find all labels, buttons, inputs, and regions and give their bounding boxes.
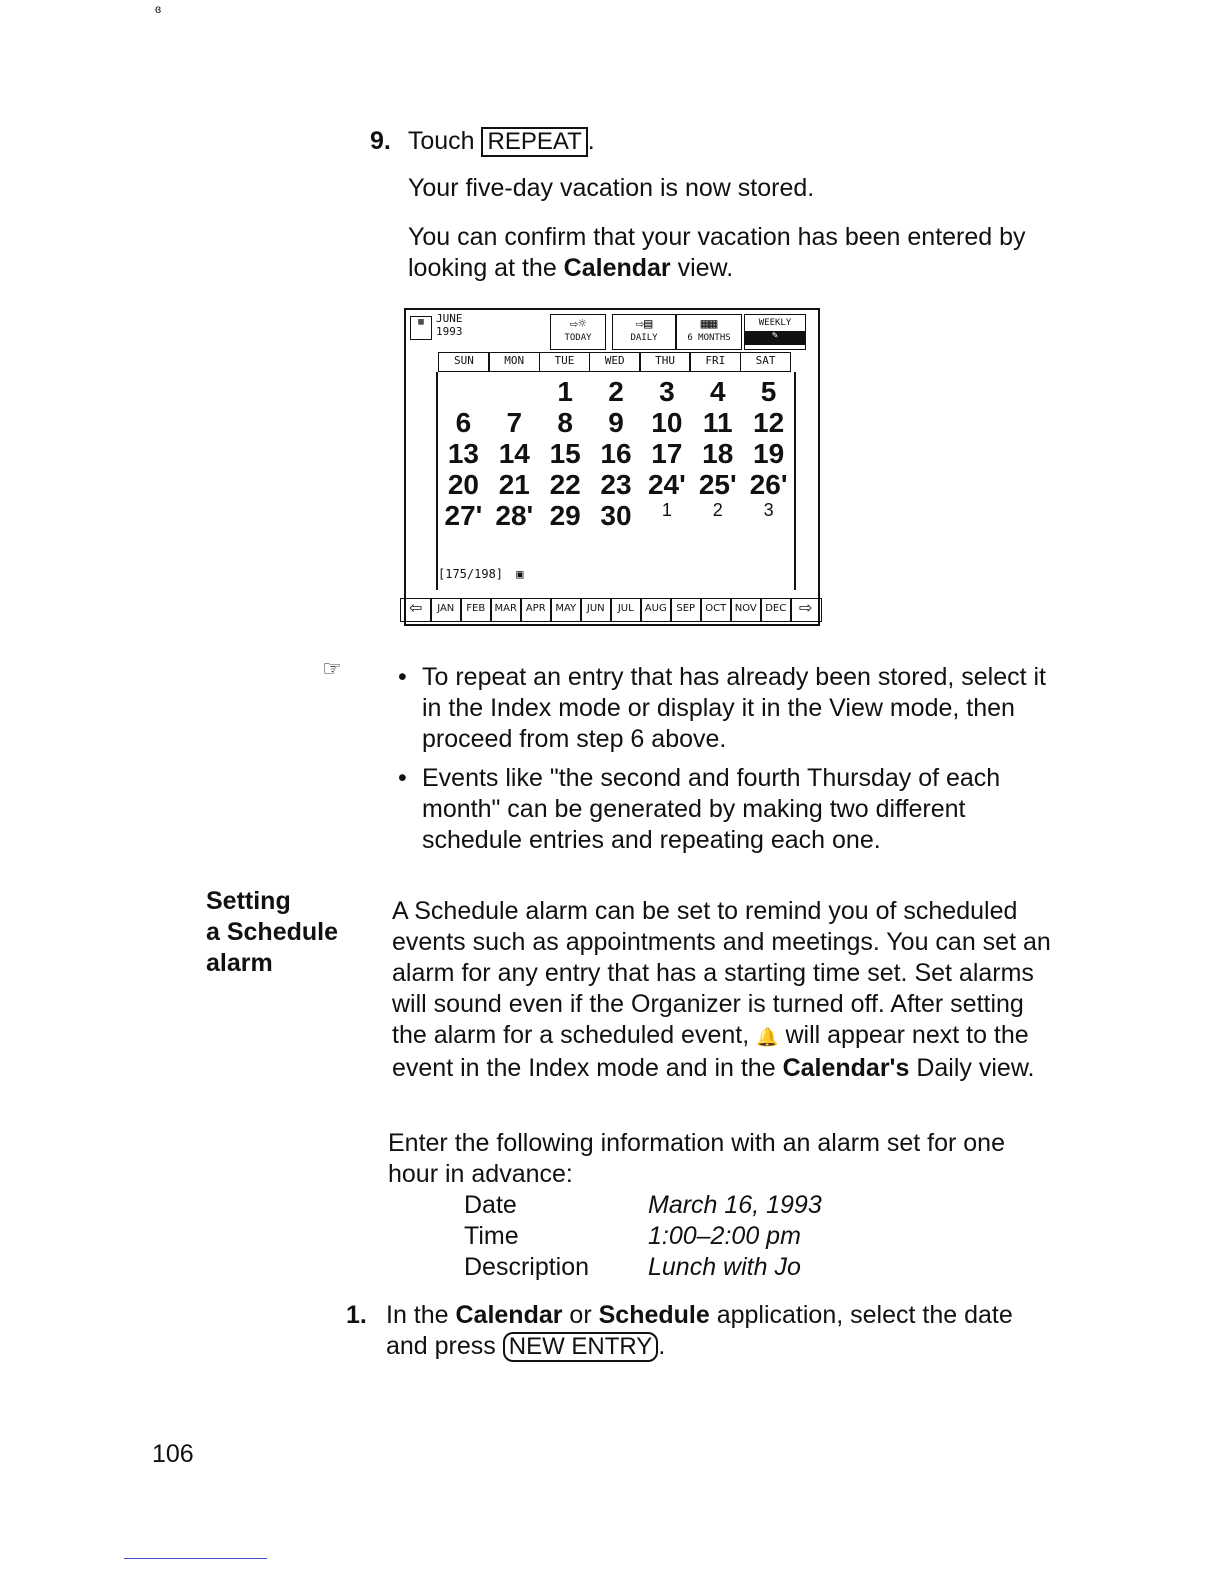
day-cell: 9 bbox=[608, 407, 624, 438]
corner-mark: ɞ bbox=[155, 2, 162, 16]
month-tab: JUL bbox=[610, 598, 642, 622]
weekly-label: WEEKLY bbox=[758, 318, 792, 328]
alarm-text-3: Daily view. bbox=[909, 1054, 1035, 1082]
day-cell: 26' bbox=[749, 469, 788, 500]
calendar-screenshot bbox=[404, 308, 820, 626]
day-cell: 5 bbox=[760, 376, 777, 407]
next-month-arrow-icon: ⇨ bbox=[790, 598, 822, 622]
info-label: Time bbox=[464, 1222, 519, 1250]
month-tab: MAR bbox=[490, 598, 522, 622]
step-9-result: Your five-day vacation is now stored. bbox=[408, 174, 815, 202]
calendar-toolbar bbox=[406, 310, 818, 352]
month-tab: MAY bbox=[550, 598, 582, 622]
month-tab: SEP bbox=[670, 598, 702, 622]
day-cell: 14 bbox=[498, 438, 530, 469]
info-table bbox=[464, 1190, 884, 1283]
bullet-item: • To repeat an entry that has already been stored, select it in the Index mode or display it in the View mode, then proceed from step 6 above. bbox=[398, 662, 1068, 755]
day-cell: 24' bbox=[647, 469, 686, 500]
month-tab: JUN bbox=[580, 598, 612, 622]
info-value: March 16, 1993 bbox=[648, 1191, 822, 1219]
bullet-item: • Events like "the second and fourth Thursday of each month" can be generated by making two different schedule entries and repeating each one. bbox=[398, 763, 1068, 856]
day-cell: 20 bbox=[447, 469, 479, 500]
day-cell: 12 bbox=[753, 407, 785, 438]
week-row bbox=[438, 407, 794, 439]
day-cell: 21 bbox=[498, 469, 530, 500]
day-cell bbox=[489, 376, 540, 408]
week-row bbox=[438, 376, 794, 408]
step-1-t3: application, select the date and press bbox=[386, 1301, 1013, 1360]
six-months-button bbox=[676, 314, 742, 350]
day-name: WED bbox=[589, 352, 641, 372]
weekly-button bbox=[744, 314, 806, 350]
bell-icon: 🔔 bbox=[756, 1027, 779, 1047]
six-months-label: 6 MONTHS bbox=[687, 333, 731, 343]
calendar-month: JUNE bbox=[436, 312, 463, 325]
day-cell: 18 bbox=[702, 438, 734, 469]
month-tab: AUG bbox=[640, 598, 672, 622]
day-cell: 2 bbox=[712, 500, 723, 520]
calendar-year: 1993 bbox=[436, 325, 463, 338]
month-tab: APR bbox=[520, 598, 552, 622]
info-label: Description bbox=[464, 1253, 590, 1281]
step-number: 9. bbox=[370, 127, 391, 155]
months-grid-icon: ▦▦ bbox=[700, 316, 718, 332]
daily-icon: ⇨▤ bbox=[635, 316, 653, 332]
bullet-list bbox=[398, 662, 1068, 864]
entry-counter bbox=[438, 567, 524, 581]
side-heading bbox=[206, 886, 366, 979]
day-cell: 8 bbox=[557, 407, 573, 438]
day-cell: 27' bbox=[444, 500, 483, 531]
month-tabs bbox=[400, 598, 820, 622]
month-tab: OCT bbox=[700, 598, 732, 622]
info-row bbox=[464, 1221, 884, 1252]
step-1-schedule: Schedule bbox=[598, 1301, 710, 1329]
month-tab: FEB bbox=[460, 598, 492, 622]
day-cell: 22 bbox=[549, 469, 581, 500]
note-icon: ☞ bbox=[322, 656, 342, 681]
step-9 bbox=[370, 126, 1070, 157]
enter-paragraph: Enter the following information with an alarm set for one hour in advance: bbox=[388, 1129, 1005, 1188]
day-cell bbox=[438, 376, 489, 408]
day-cell: 17 bbox=[651, 438, 683, 469]
step-9-confirm bbox=[408, 222, 1068, 284]
alarm-paragraph bbox=[392, 896, 1060, 1084]
day-cell: 11 bbox=[702, 407, 733, 438]
info-label: Date bbox=[464, 1191, 517, 1219]
day-cell: 2 bbox=[608, 376, 624, 407]
side-heading-line-2: a Schedule bbox=[206, 918, 338, 946]
info-value: Lunch with Jo bbox=[648, 1253, 801, 1281]
week-row bbox=[438, 500, 794, 532]
info-row bbox=[464, 1190, 884, 1221]
step-1-text bbox=[386, 1300, 1056, 1362]
day-names-row bbox=[438, 352, 790, 372]
calendar-term: Calendar bbox=[563, 254, 671, 282]
calendar-app-icon: ▦ bbox=[410, 316, 432, 340]
side-heading-line-3: alarm bbox=[206, 949, 273, 977]
step-1-t1: In the bbox=[386, 1301, 456, 1329]
week-row bbox=[438, 438, 794, 470]
step-1-calendar: Calendar bbox=[455, 1301, 563, 1329]
step-touch-text: Touch bbox=[407, 127, 475, 155]
calendar-month-year bbox=[436, 312, 463, 338]
info-value: 1:00–2:00 pm bbox=[648, 1222, 801, 1250]
step-1 bbox=[346, 1300, 1056, 1362]
day-cell: 3 bbox=[763, 500, 774, 520]
day-cell: 16 bbox=[600, 438, 632, 469]
week-row bbox=[438, 469, 794, 501]
memory-icon: ▣ bbox=[516, 567, 524, 581]
day-cell: 13 bbox=[447, 438, 479, 469]
daily-button bbox=[612, 314, 676, 350]
today-label: TODAY bbox=[564, 333, 592, 343]
prev-month-arrow-icon: ⇦ bbox=[400, 598, 432, 622]
info-row bbox=[464, 1252, 884, 1283]
calendars-term: Calendar's bbox=[782, 1054, 910, 1082]
repeat-key: REPEAT bbox=[481, 127, 587, 157]
alarm-text-2: will appear next to the event in the Index mode and in the bbox=[392, 1021, 1029, 1082]
sun-icon: ⇨☼ bbox=[569, 316, 587, 332]
day-cell: 1 bbox=[661, 500, 672, 520]
calendar-grid bbox=[436, 372, 796, 590]
step-1-t4: . bbox=[658, 1332, 666, 1360]
daily-label: DAILY bbox=[630, 333, 658, 343]
day-cell: 1 bbox=[557, 376, 573, 407]
month-tab: JAN bbox=[430, 598, 462, 622]
day-cell: 28' bbox=[495, 500, 534, 531]
day-name: MON bbox=[488, 352, 540, 372]
day-cell: 29 bbox=[549, 500, 581, 531]
day-cell: 4 bbox=[709, 376, 726, 407]
page-number: 106 bbox=[152, 1440, 194, 1468]
day-cell: 10 bbox=[651, 407, 683, 438]
today-button bbox=[550, 314, 606, 350]
step-1-t2: or bbox=[562, 1301, 599, 1329]
pen-icon: ✎ bbox=[745, 331, 805, 345]
day-name: FRI bbox=[689, 352, 741, 372]
month-tab: NOV bbox=[730, 598, 762, 622]
new-entry-key: NEW ENTRY bbox=[503, 1332, 659, 1362]
day-name: TUE bbox=[539, 352, 591, 372]
confirm-text: You can confirm that your vacation has been entered by looking at the bbox=[408, 223, 1026, 282]
counter-text: [175/198] bbox=[438, 567, 504, 581]
step-1-number: 1. bbox=[346, 1301, 367, 1329]
day-name: SUN bbox=[438, 352, 490, 372]
side-heading-line-1: Setting bbox=[206, 887, 291, 915]
day-cell: 3 bbox=[659, 376, 675, 407]
step-period: . bbox=[587, 127, 595, 155]
day-name: THU bbox=[639, 352, 691, 372]
month-tab: DEC bbox=[760, 598, 792, 622]
day-cell: 15 bbox=[549, 438, 581, 469]
day-cell: 25' bbox=[698, 469, 737, 500]
day-cell: 7 bbox=[506, 407, 523, 438]
footer-line bbox=[124, 1558, 267, 1559]
day-name: SAT bbox=[740, 352, 792, 372]
alarm-text-1: A Schedule alarm can be set to remind you of scheduled events such as appointments and meetings. You can set an alarm for any entry that has a starting time set. Set alarms will sound even if the Organizer is turned off. After setting the alarm for a scheduled event, bbox=[392, 897, 1051, 1049]
day-cell: 6 bbox=[455, 407, 472, 438]
day-cell: 19 bbox=[753, 438, 785, 469]
confirm-tail: view. bbox=[670, 254, 734, 282]
day-cell: 23 bbox=[600, 469, 632, 500]
day-cell: 30 bbox=[600, 500, 632, 531]
